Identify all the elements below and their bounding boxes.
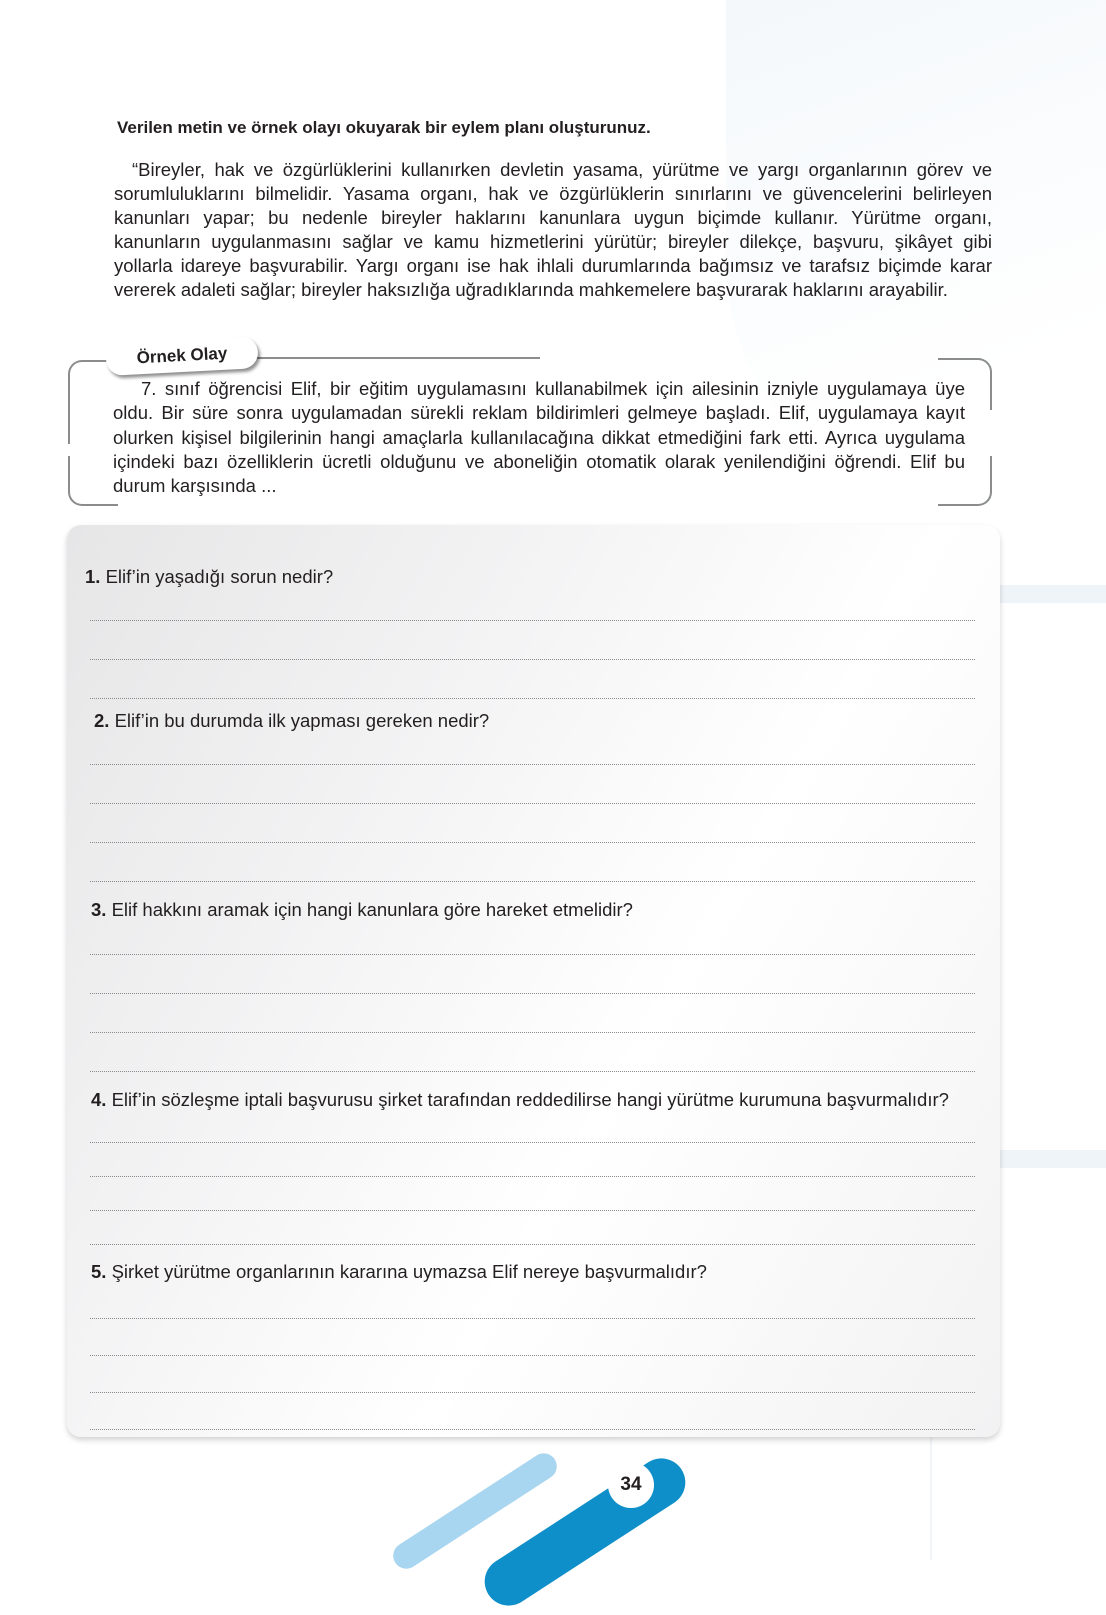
question-2 [94,710,489,732]
page-number: 34 [608,1462,654,1508]
answer-line[interactable] [90,1071,975,1072]
question-number: 4. [91,1089,107,1110]
answer-line[interactable] [90,1318,975,1319]
question-text: Elif’in sözleşme iptali başvurusu şirket tarafından reddedilirse hangi yürütme kurumuna başvurmalıdır? [111,1089,949,1110]
answer-line[interactable] [90,881,975,882]
reading-passage: “Bireyler, hak ve özgürlüklerini kullanırken devletin yasama, yürütme ve yargı organlarının görev ve sorumluluklarını bilmelidir. Yasama organı, hak ve özgürlüklerin sınırlarını ve güvencelerini belirleyen kanunları yapar; bu nedenle bireyler haklarını kanunlara uygun biçimde kullanır. Yürütme organı, kanunların uygulanmasını sağlar ve kamu hizmetlerini yürütür; bireyler dilekçe, başvuru, şikâyet gibi yollarla idareye başvurabilir. Yargı organı ise hak ihlali durumlarında bağımsız ve tarafsız biçimde karar vererek adaleti sağlar; bireyler haksızlığa uğradıklarında mahkemelere başvurarak haklarını arayabilir. [114,159,992,300]
background-band [985,1150,1106,1168]
question-number: 2. [94,710,110,731]
answer-line[interactable] [90,1429,975,1430]
answer-line[interactable] [90,698,975,699]
question-text: Elif’in yaşadığı sorun nedir? [105,566,334,587]
case-frame-left [68,360,118,506]
background-band [985,585,1106,603]
answer-line[interactable] [90,1142,975,1143]
question-3 [91,899,633,921]
answer-line[interactable] [90,659,975,660]
answer-line[interactable] [90,1176,975,1177]
answer-line[interactable] [90,1244,975,1245]
answer-line[interactable] [90,842,975,843]
answer-line[interactable] [90,954,975,955]
question-4 [91,1089,949,1111]
answer-line[interactable] [90,620,975,621]
question-panel [67,525,1000,1437]
case-text: 7. sınıf öğrencisi Elif, bir eğitim uygulamasını kullanabilmek için ailesinin izniyle uygulamaya üye oldu. Bir süre sonra uygulamadan sürekli reklam bildirimleri gelmeye başladı. Elif, uygulamaya kayıt olurken kişisel bilgilerinin hangi amaçlarla kullanılacağına dikkat etmediğini fark etti. Ayrıca uygulama içindeki bazı özelliklerin ücretli olduğunu ve aboneliğin otomatik olarak yenilendiğini öğrendi. Elif bu durum karşısında ... [113,378,965,497]
question-text: Elif’in bu durumda ilk yapması gereken nedir? [114,710,490,731]
case-frame-top-line [255,357,540,359]
instruction-heading: Verilen metin ve örnek olayı okuyarak bir eylem planı oluşturunuz. [117,118,651,137]
answer-line[interactable] [90,1032,975,1033]
question-5 [91,1261,707,1283]
answer-line[interactable] [90,1355,975,1356]
case-title-tab: Örnek Olay [105,336,258,376]
answer-line[interactable] [90,764,975,765]
question-text: Şirket yürütme organlarının kararına uymazsa Elif nereye başvurmalıdır? [111,1261,707,1282]
question-number: 3. [91,899,107,920]
question-number: 1. [85,566,101,587]
answer-line[interactable] [90,1210,975,1211]
answer-line[interactable] [90,993,975,994]
question-number: 5. [91,1261,107,1282]
question-text: Elif hakkını aramak için hangi kanunlara göre hareket etmelidir? [111,899,633,920]
question-1 [85,566,333,588]
answer-line[interactable] [90,1392,975,1393]
answer-line[interactable] [90,803,975,804]
